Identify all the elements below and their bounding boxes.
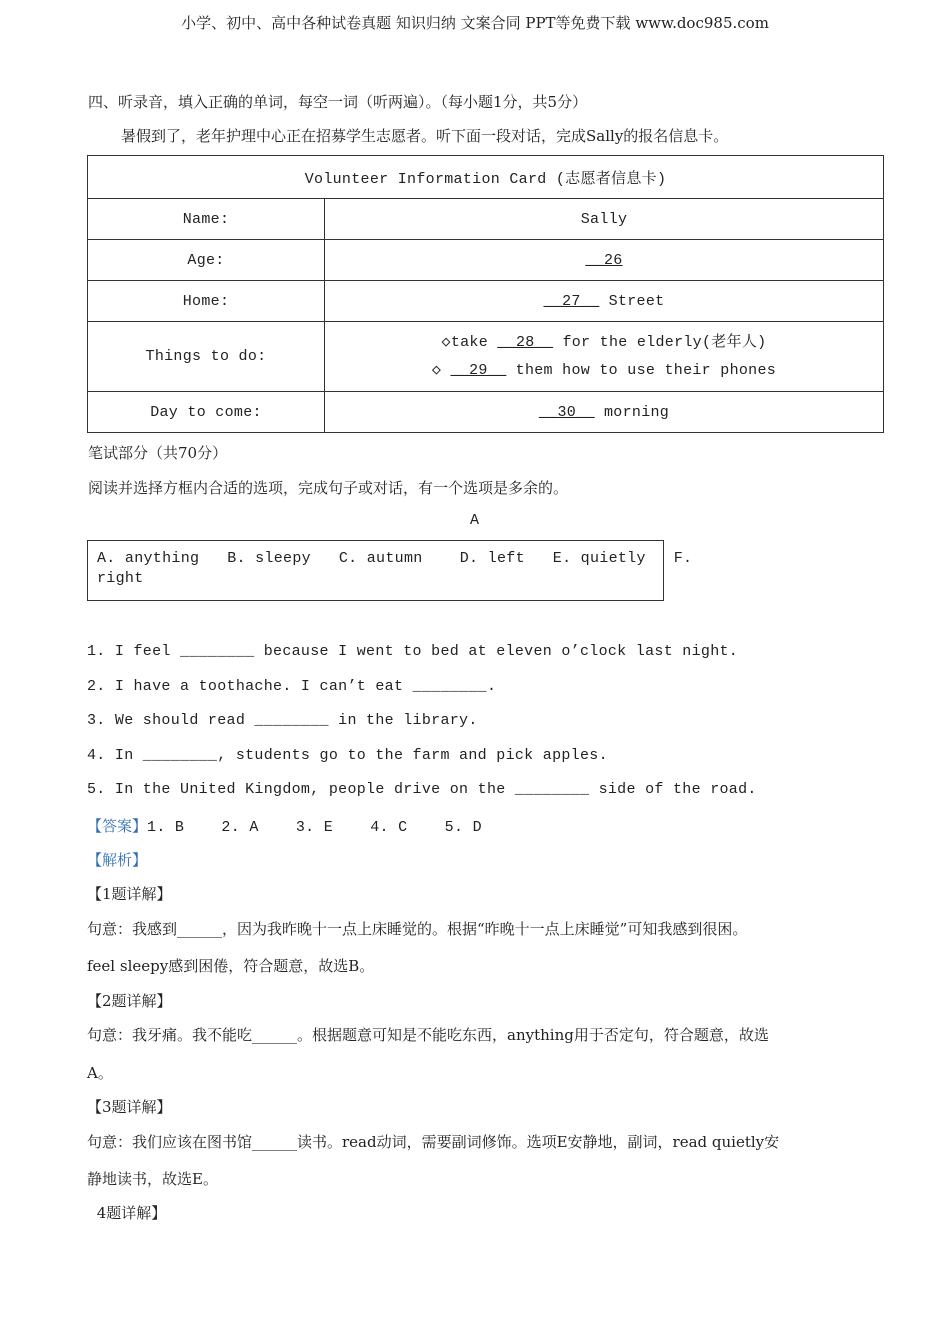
detail-2-title: 【2题详解】: [87, 992, 172, 1010]
analysis-tag: 【解析】: [87, 851, 148, 869]
thing-1: [325, 329, 883, 357]
written-title: 笔试部分（共70分）: [88, 444, 228, 462]
answer-text: 1. B 2. A 3. E 4. C 5. D: [147, 819, 482, 836]
thing-2: [325, 357, 883, 385]
thing-2-suffix: them how to use their phones: [506, 361, 777, 379]
volunteer-card-table: [87, 155, 884, 433]
question-1: 1. I feel ________ because I went to bed at eleven o’clock last night.: [87, 643, 739, 660]
name-label: Name:: [88, 199, 325, 240]
question-5: 5. In the United Kingdom, people drive on the ________ side of the road.: [87, 781, 757, 798]
detail-2-line-2: A。: [87, 1064, 113, 1082]
things-label: Things to do:: [88, 322, 325, 392]
options-box: [87, 540, 693, 601]
options-line-2: right: [97, 570, 144, 587]
home-label: Home:: [88, 281, 325, 322]
thing-1-suffix: for the elderly(老年人): [553, 333, 767, 351]
page-header: 小学、初中、高中各种试卷真题 知识归纳 文案合同 PPT等免费下载 www.doc985.com: [181, 14, 769, 32]
day-value: [325, 392, 884, 433]
detail-1-line-1: 句意：我感到______，因为我昨晚十一点上床睡觉的。根据“昨晚十一点上床睡觉”可知我感到很困。: [87, 920, 748, 938]
detail-1-line-2: feel sleepy感到困倦，符合题意，故选B。: [87, 957, 375, 975]
age-label: Age:: [88, 240, 325, 281]
options-line-1: A. anything B. sleepy C. autumn D. left E. quietly F.: [97, 550, 693, 567]
detail-2-line-1: 句意：我牙痛。我不能吃______。根据题意可知是不能吃东西，anything用于否定句，符合题意，故选: [87, 1026, 769, 1044]
age-value: __26: [325, 240, 884, 281]
question-2: 2. I have a toothache. I can’t eat ________.: [87, 678, 497, 695]
blank-27: __27__: [543, 292, 600, 310]
detail-1-title: 【1题详解】: [87, 885, 172, 903]
home-suffix: Street: [599, 292, 665, 310]
detail-3-line-1: 句意：我们应该在图书馆______读书。read动词，需要副词修饰。选项E安静地，副词，read quietly安: [87, 1133, 780, 1151]
section-intro: 暑假到了，老年护理中心正在招募学生志愿者。听下面一段对话，完成Sally的报名信息卡。: [121, 127, 729, 145]
written-instruction: 阅读并选择方框内合适的选项，完成句子或对话，有一个选项是多余的。: [88, 479, 569, 497]
blank-29: __29__: [450, 361, 507, 379]
answer-line: [87, 815, 482, 836]
detail-3-line-2: 静地读书，故选E。: [87, 1170, 218, 1188]
thing-2-prefix: ◇: [431, 361, 451, 379]
question-4: 4. In ________, students go to the farm and pick apples.: [87, 747, 608, 764]
section-title: 四、听录音，填入正确的单词，每空一词（听两遍）。（每小题1分，共5分）: [88, 93, 588, 111]
question-3: 3. We should read ________ in the library.: [87, 712, 478, 729]
thing-1-prefix: ◇take: [441, 333, 498, 351]
detail-3-title: 【3题详解】: [87, 1098, 172, 1116]
detail-4-title: 4题详解】: [92, 1204, 167, 1222]
name-value: Sally: [325, 199, 884, 240]
card-title: Volunteer Information Card (志愿者信息卡): [88, 156, 884, 199]
part-label: A: [470, 512, 480, 529]
things-value: [325, 322, 884, 392]
blank-28: __28__: [497, 333, 554, 351]
day-label: Day to come:: [88, 392, 325, 433]
answer-tag: 【答案】: [87, 817, 148, 835]
blank-30: __30__: [538, 403, 595, 421]
day-suffix: morning: [594, 403, 670, 421]
home-value: [325, 281, 884, 322]
